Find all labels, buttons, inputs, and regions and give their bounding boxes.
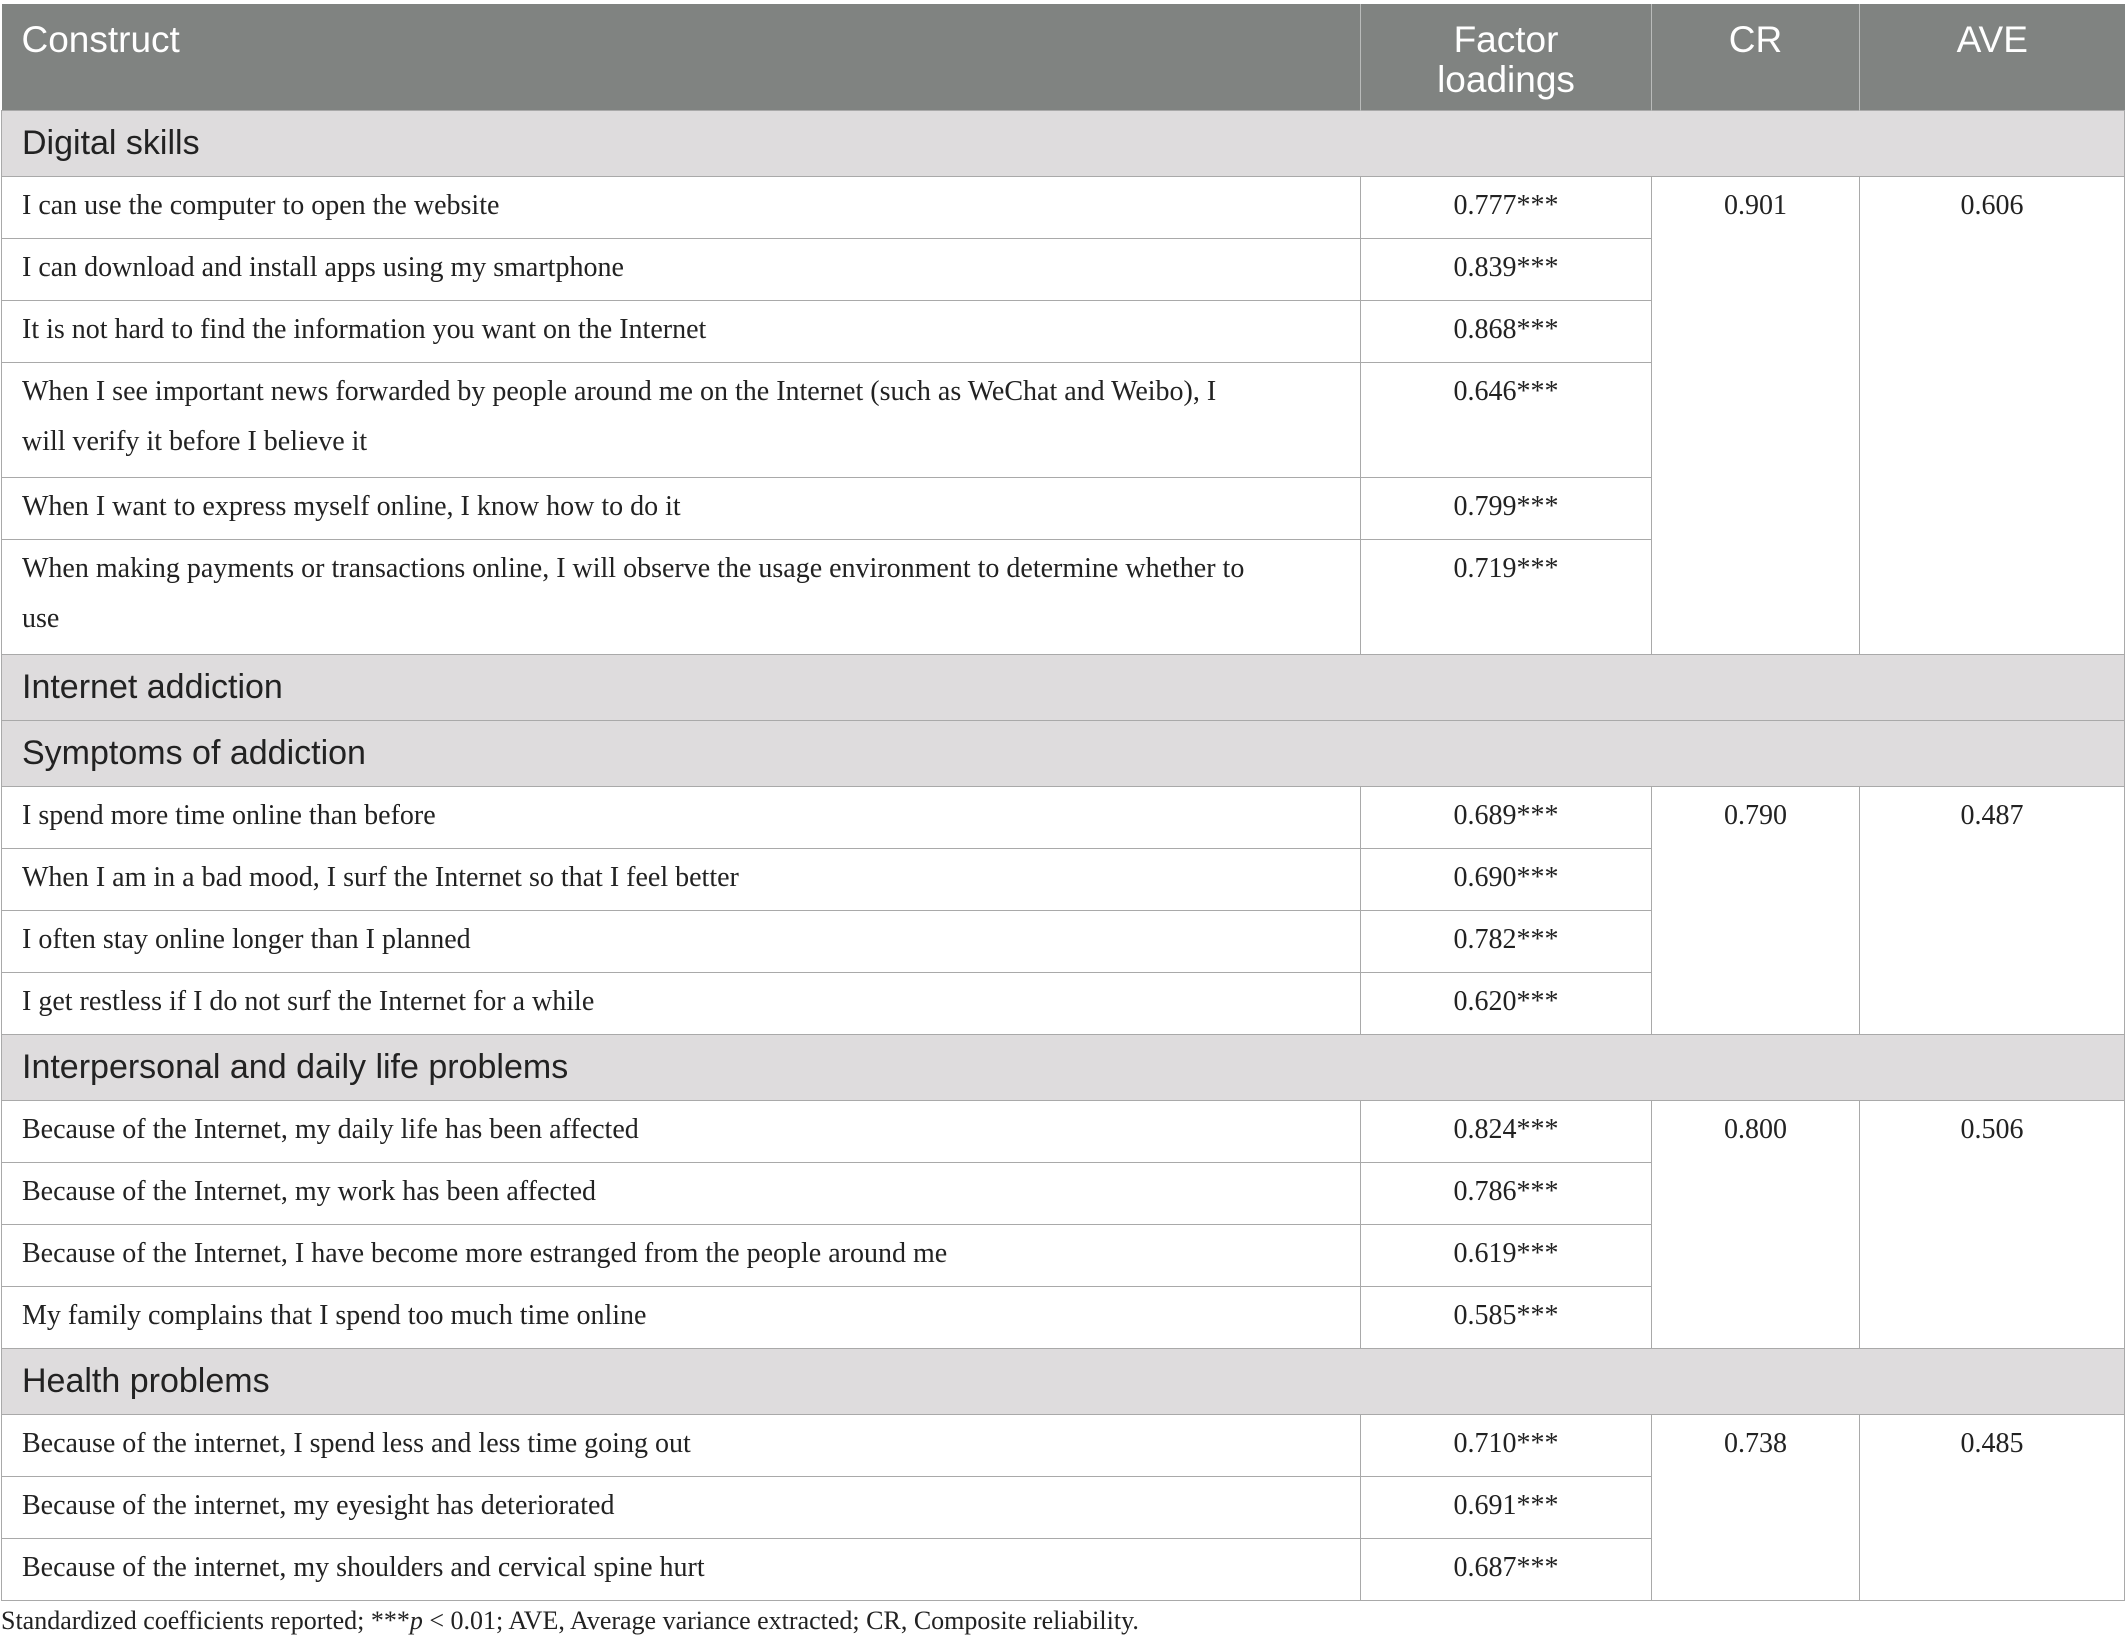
section-title: Digital skills xyxy=(2,111,2125,177)
cr-value: 0.790 xyxy=(1652,787,1860,1035)
table-header-row xyxy=(2,4,2125,111)
ave-value: 0.606 xyxy=(1860,177,2125,655)
factor-loading-value: 0.619*** xyxy=(1361,1225,1652,1287)
item-text: I can download and install apps using my smartphone xyxy=(2,239,1361,301)
factor-loading-value: 0.824*** xyxy=(1361,1101,1652,1163)
table-row xyxy=(2,1415,2125,1477)
table-row xyxy=(2,177,2125,239)
ave-value: 0.506 xyxy=(1860,1101,2125,1349)
section-title: Interpersonal and daily life problems xyxy=(2,1035,2125,1101)
header-factor-loadings-label: Factor loadings xyxy=(1437,19,1575,100)
factor-loading-value: 0.687*** xyxy=(1361,1539,1652,1601)
section-title: Internet addiction xyxy=(2,655,2125,721)
item-text: Because of the Internet, my work has been affected xyxy=(2,1163,1361,1225)
cr-value: 0.901 xyxy=(1652,177,1860,655)
factor-loading-value: 0.690*** xyxy=(1361,849,1652,911)
item-text: My family complains that I spend too much time online xyxy=(2,1287,1361,1349)
factor-loading-value: 0.691*** xyxy=(1361,1477,1652,1539)
table-body xyxy=(2,111,2125,1601)
section-title: Health problems xyxy=(2,1349,2125,1415)
ave-value: 0.487 xyxy=(1860,787,2125,1035)
item-text: I get restless if I do not surf the Internet for a while xyxy=(2,973,1361,1035)
factor-loading-value: 0.719*** xyxy=(1361,540,1652,655)
item-text: Because of the internet, my eyesight has deteriorated xyxy=(2,1477,1361,1539)
section-title: Symptoms of addiction xyxy=(2,721,2125,787)
table-footnote xyxy=(1,1606,1139,1636)
item-text: It is not hard to find the information you want on the Internet xyxy=(2,301,1361,363)
factor-loading-value: 0.799*** xyxy=(1361,478,1652,540)
item-text: I spend more time online than before xyxy=(2,787,1361,849)
factor-loadings-table xyxy=(1,4,2125,1601)
header-factor-loadings xyxy=(1361,4,1652,111)
section-row xyxy=(2,721,2125,787)
cr-value: 0.738 xyxy=(1652,1415,1860,1601)
factor-loading-value: 0.620*** xyxy=(1361,973,1652,1035)
footnote-before: Standardized coefficients reported; *** xyxy=(1,1606,410,1635)
header-cr: CR xyxy=(1652,4,1860,111)
item-text: When making payments or transactions online, I will observe the usage environment to determine whether to use xyxy=(2,540,1361,655)
factor-loading-value: 0.646*** xyxy=(1361,363,1652,478)
factor-loading-value: 0.786*** xyxy=(1361,1163,1652,1225)
cr-value: 0.800 xyxy=(1652,1101,1860,1349)
item-text: When I am in a bad mood, I surf the Internet so that I feel better xyxy=(2,849,1361,911)
item-text: I often stay online longer than I planned xyxy=(2,911,1361,973)
footnote-after: < 0.01; AVE, Average variance extracted; CR, Composite reliability. xyxy=(422,1606,1139,1635)
table-row xyxy=(2,787,2125,849)
factor-loading-value: 0.782*** xyxy=(1361,911,1652,973)
item-text: Because of the Internet, I have become more estranged from the people around me xyxy=(2,1225,1361,1287)
header-construct: Construct xyxy=(2,4,1361,111)
factor-loading-value: 0.839*** xyxy=(1361,239,1652,301)
item-text: Because of the Internet, my daily life has been affected xyxy=(2,1101,1361,1163)
item-text: I can use the computer to open the website xyxy=(2,177,1361,239)
item-text: Because of the internet, I spend less and less time going out xyxy=(2,1415,1361,1477)
item-text: When I see important news forwarded by people around me on the Internet (such as WeChat and Weibo), I will verify it before I believe it xyxy=(2,363,1361,478)
item-text: Because of the internet, my shoulders and cervical spine hurt xyxy=(2,1539,1361,1601)
item-text: When I want to express myself online, I know how to do it xyxy=(2,478,1361,540)
ave-value: 0.485 xyxy=(1860,1415,2125,1601)
factor-loading-value: 0.710*** xyxy=(1361,1415,1652,1477)
factor-loading-value: 0.689*** xyxy=(1361,787,1652,849)
section-row xyxy=(2,655,2125,721)
factor-loading-value: 0.868*** xyxy=(1361,301,1652,363)
header-ave: AVE xyxy=(1860,4,2125,111)
factor-loading-value: 0.777*** xyxy=(1361,177,1652,239)
section-row xyxy=(2,1035,2125,1101)
factor-loading-value: 0.585*** xyxy=(1361,1287,1652,1349)
section-row xyxy=(2,111,2125,177)
footnote-p: p xyxy=(409,1606,423,1635)
section-row xyxy=(2,1349,2125,1415)
table-row xyxy=(2,1101,2125,1163)
